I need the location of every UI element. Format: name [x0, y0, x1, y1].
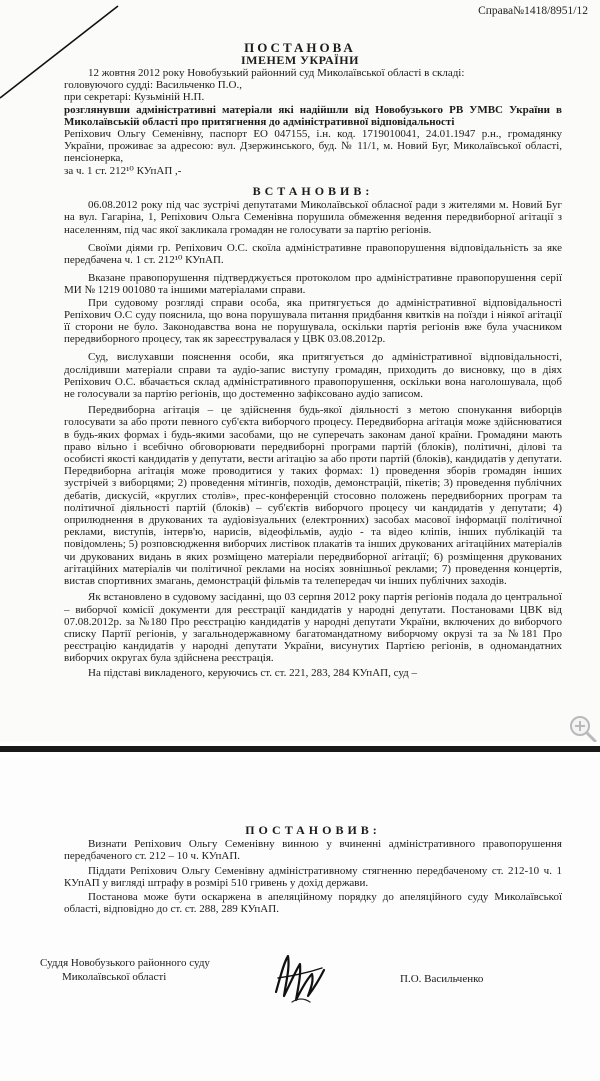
established-paragraph: Передвиборна агітація – це здійснення будь-якої діяльності з метою спонукання виборців голосувати за або проти певного суб'єкта виборчого процесу. Передвиборна агітація може здійснюватися в будь-яких формах і будь-якими засобами, що не суперечать законам даної країни. Громадяни мають право вільно і всебічно обговорювати передвиборні програми партій (блоків), політичні, ділові та особисті якості кандидатів у депутати, вести агітацію за або проти партій (блоків), кандидатів у депутати. Передвиборна агітація може проводитися у таких формах: 1) проведення зборів громадян інших зустрічей з виборцями; 2) проведення мітингів, походів, демонстрацій, пікетів; 3) проведення публічних дебатів, дискусій, «круглих столів», прес-конференцій стосовно положень передвиборних програм та політичної діяльності партій (блоків) – суб'єктів виборчого процесу чи кандидатів у депутати; 4) оприлюднення в друкованих та аудіовізуальних (електронних) засобах масової інформації політичної реклами, виступів, інтерв'ю, нарисів, відеофільмів, аудіо - та відео кліпів, інших публікацій та повідомлень; 5) розповсюдження виборчих листівок плакатів та інших друкованих агітаційних матеріалів чи друкованих видань в яких розміщено матеріали передвиборної агітації; 6) розміщення друкованих агітаційних матеріалів чи політичної реклами на носіях зовнішньої реклами; 7) проведення концертів, вистав спортивних змагань, демонстрацій фільмів та телепередач чи інших публічних заходів. — [64, 404, 562, 588]
secretary-line: при секретарі: Кузьміній Н.П. — [64, 91, 205, 104]
judge-position — [40, 956, 210, 984]
resolved-heading: ПОСТАНОВИВ: — [245, 823, 381, 837]
established-paragraph: При судовому розгляді справи особа, яка притягується до адміністративної відповідальності Репіхович О.С суду пояснила, що вона порушувала питання придбання квитків на поїзди і ніякої агітації її сторони не було. Законодавства вона не порушувала, оскільки партія регіонів вже була учасником передвиборного процесу, так як зареєструвалася у ЦВК 03.08.2012р. — [64, 296, 562, 346]
established-paragraph: На підставі викладеного, керуючись ст. ст. 221, 283, 284 КУпАП, суд – — [88, 666, 417, 679]
judge-name: П.О. Васильченко — [400, 973, 484, 985]
considered-line: розглянувши адміністративні матеріали які надійшли від Новобузького РВ УМВС України в Миколаївській області про притягнення до адміністративної відповідальності — [64, 103, 562, 128]
judge-position-line2: Миколаївської області — [62, 971, 167, 983]
handwritten-signature — [270, 948, 330, 1006]
established-heading: ВСТАНОВИВ: — [252, 184, 374, 198]
zoom-in-icon[interactable] — [568, 714, 598, 742]
person-line: Репіхович Ольгу Семенівну, паспорт ЕО 047155, і.н. код. 1719010041, 24.01.1947 р.н., громадянку України, проживає за адресою: вул. Дзержинського, буд. № 11/1, м. Новий Буг, Миколаївської області, пенсіонерка, — [64, 128, 562, 165]
established-paragraph: Своїми діями гр. Репіхович О.С. скоїла адміністративне правопорушення відповідальність за яке передбачена ч. 1 ст. 212¹⁰ КУпАП. — [64, 241, 562, 267]
established-section — [64, 185, 562, 679]
resolved-paragraph: Визнати Репіхович Ольгу Семенівну винною у вчиненні адміністративного правопорушення передбаченого ст. 212 – 10 ч. КУпАП. — [64, 838, 562, 863]
page-separator — [0, 742, 600, 758]
resolved-paragraph: Піддати Репіхович Ольгу Семенівну адміністративному стягненню передбаченому ст. 212-10 ч. 1 КУпАП у вигляді штрафу в розмірі 510 гривень у дохід держави. — [64, 864, 562, 889]
article-line: за ч. 1 ст. 212¹⁰ КУпАП ,- — [64, 164, 182, 177]
court-line: 12 жовтня 2012 року Новобузький районний суд Миколаївської області в складі: — [88, 67, 465, 79]
judge-position-line1: Суддя Новобузького районного суду — [40, 957, 210, 969]
judge-line: головуючого судді: Васильченко П.О., — [64, 79, 242, 92]
document-title: ПОСТАНОВА — [244, 40, 356, 55]
established-paragraph: Суд, вислухавши пояснення особи, яка притягується до адміністративної відповідальності, дослідивши матеріали справи та аудіо-запис виступу громадян, приходить до висновку, що в діях Репіхович О.С. вбачається склад адміністративного правопорушення, оскільки вона наголошувала, щоб не голосували за партію регіонів, що достеменно зафіксовано аудіо записом. — [64, 351, 562, 401]
intro-block — [64, 67, 562, 177]
document-page-2 — [0, 758, 600, 1081]
case-number: Справа№1418/8951/12 — [478, 5, 588, 17]
established-paragraph: 06.08.2012 року під час зустрічі депутатами Миколаївської обласної ради з жителями м. Новий Буг на вул. Гагаріна, 1, Репіхович Ольга Семенівна порушила обмеження ведення передвиборної агітації з населенням, під час якої закликала громадян не голосувати за партію регіонів. — [64, 199, 562, 236]
document-subtitle: ІМЕНЕМ УКРАЇНИ — [241, 53, 359, 67]
resolved-paragraph: Постанова може бути оскаржена в апеляційному порядку до апеляційного суду Миколаївської області, відповідно до ст. ст. 288, 289 КУпАП. — [64, 891, 562, 916]
established-paragraph: Вказане правопорушення підтверджується протоколом про адміністративне правопорушення серії МИ № 1219 001080 та іншими матеріалами справи. — [64, 272, 562, 297]
resolved-section — [64, 824, 562, 915]
established-paragraph: Як встановлено в судовому засіданні, що 03 серпня 2012 року партія регіонів подала до центральної – виборчої комісії документи для реєстрації кандидатів у народні депутати. Постановами ЦВК від 07.08.2012р. за №180 Про реєстрацію кандидатів у народні депутати України, включених до виборчого списку Партії регіонів, у загальнодержавному багатомандатному виборчому окрузі та за №181 Про реєстрацію кандидатів у народні депутати України, висунутих Партією регіонів, в одномандатних виборчих округах була здійснена реєстрація. — [64, 591, 562, 665]
